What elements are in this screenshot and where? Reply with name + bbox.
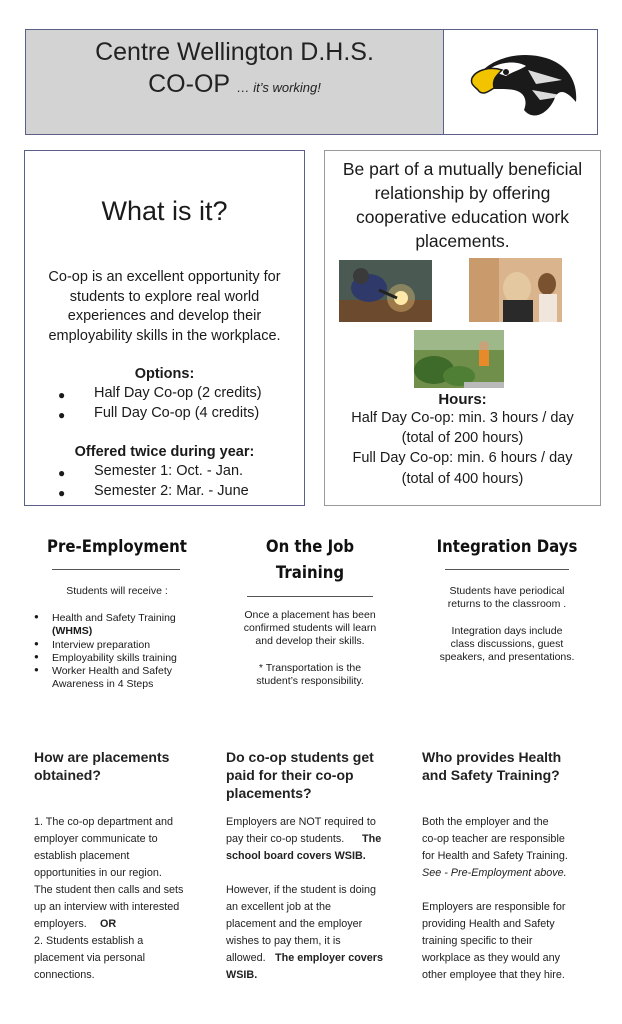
faq-answer-line: for Health and Safety Training. <box>422 850 568 862</box>
integration-text: class discussions, guest <box>450 638 564 650</box>
faq-answer-emphasis: WSIB. <box>226 969 258 981</box>
welding-photo <box>339 260 432 322</box>
divider <box>247 596 373 597</box>
eagle-logo-icon <box>466 40 586 125</box>
bullet-icon: ● <box>34 612 39 621</box>
hours-line: Full Day Co-op: min. 6 hours / day <box>352 450 573 466</box>
on-the-job-text: and develop their skills. <box>255 635 365 647</box>
faq-question: paid for their co-op <box>226 767 354 783</box>
what-description: Co-op is an excellent opportunity for students to explore real world experiences and develop their employability skills in the workplace. <box>48 269 281 344</box>
pre-employment-item: Interview preparation <box>52 639 151 651</box>
pre-employment-item: Health and Safety Training <box>52 612 176 624</box>
option-item: Half Day Co-op (2 credits) <box>94 385 262 401</box>
faq-answer-line: wishes to pay them, it is <box>226 935 341 947</box>
faq-question: and Safety Training? <box>422 767 560 783</box>
program-title <box>26 70 443 99</box>
on-the-job-text: Once a placement has been <box>244 609 376 621</box>
pre-employment-item: Awareness in 4 Steps <box>52 678 154 690</box>
faq-question: How are placements <box>34 749 170 765</box>
faq-answer-line: pay their co-op students. <box>226 833 345 845</box>
school-title: Centre Wellington D.H.S. <box>95 38 374 66</box>
faq-answer-line: connections. <box>34 969 95 981</box>
faq-answer-line: an excellent job at the <box>226 901 332 913</box>
header-banner <box>25 29 598 135</box>
transportation-note: student’s responsibility. <box>256 675 364 687</box>
what-title: What is it? <box>101 196 228 226</box>
program-name: CO-OP <box>148 70 230 98</box>
faq-answer-line: allowed. <box>226 952 266 964</box>
faq-answer-line: However, if the student is doing <box>226 884 377 896</box>
on-the-job-heading-line2: Training <box>275 563 345 583</box>
faq-answer-emphasis: The employer covers <box>275 952 384 964</box>
integration-text: returns to the classroom . <box>447 598 567 610</box>
faq-answer-line: providing Health and Safety <box>422 918 555 930</box>
bullet-icon: ● <box>34 652 39 661</box>
offered-title: Offered twice during year: <box>74 444 255 460</box>
faq-answer-emphasis: school board covers WSIB. <box>226 850 366 862</box>
faq-question: placements? <box>226 785 312 801</box>
faq-answer-line: 2. Students establish a <box>34 935 144 947</box>
faq-answer-line: Employers are NOT required to <box>226 816 376 828</box>
faq-answer-line: The student then calls and sets <box>34 884 184 896</box>
faq-question: Do co-op students get <box>226 749 374 765</box>
hours-title: Hours: <box>438 391 487 408</box>
faq-answer-line: training specific to their <box>422 935 533 947</box>
faq-answer-line: Employers are responsible for <box>422 901 566 913</box>
faq-answer-line: employers. <box>34 918 87 930</box>
faq-answer-emphasis: The <box>362 833 382 845</box>
faq-question: Who provides Health <box>422 749 562 765</box>
pre-employment-heading: Pre-Employment <box>47 537 187 557</box>
hours-line: Half Day Co-op: min. 3 hours / day <box>351 410 574 426</box>
faq-answer-line: placement and the employer <box>226 918 363 930</box>
bullet-icon: ● <box>58 408 66 422</box>
tagline: … it’s working! <box>236 80 321 95</box>
pre-employment-item: (WHMS) <box>52 625 93 637</box>
integration-days-heading: Integration Days <box>436 537 578 557</box>
on-the-job-heading-line1: On the Job <box>265 537 355 557</box>
salon-photo <box>469 258 562 322</box>
integration-text: speakers, and presentations. <box>439 651 575 663</box>
pre-employment-item: Employability skills training <box>52 652 177 664</box>
faq-answer-emphasis: OR <box>100 918 117 930</box>
hours-line: (total of 200 hours) <box>401 430 524 446</box>
integration-text: Students have periodical <box>449 585 565 597</box>
faq-answer-line: workplace as they would any <box>422 952 561 964</box>
options-title: Options: <box>134 366 195 382</box>
bullet-icon: ● <box>58 466 66 480</box>
pre-employment-item: Worker Health and Safety <box>52 665 173 677</box>
transportation-note: * Transportation is the <box>258 662 362 674</box>
faq-answer-reference: See - Pre-Employment above. <box>422 867 567 879</box>
faq-answer-line: up an interview with interested <box>34 901 180 913</box>
faq-question: obtained? <box>34 767 101 783</box>
pre-employment-intro: Students will receive : <box>66 585 168 597</box>
faq-answer-line: opportunities in our region. <box>34 867 162 879</box>
faq-answer-line: employer communicate to <box>34 833 158 845</box>
faq-answer-line: co-op teacher are responsible <box>422 833 565 845</box>
bullet-icon: ● <box>34 639 39 648</box>
on-the-job-text: confirmed students will learn <box>243 622 377 634</box>
option-item: Full Day Co-op (4 credits) <box>94 405 260 421</box>
landscaping-photo <box>414 330 504 388</box>
bullet-icon: ● <box>34 665 39 674</box>
faq-answer-line: placement via personal <box>34 952 146 964</box>
faq-answer-line: other employee that they hire. <box>422 969 565 981</box>
faq-answer-line: 1. The co-op department and <box>34 816 174 828</box>
bullet-icon: ● <box>58 388 66 402</box>
header-title-panel <box>26 30 444 134</box>
faq-answer-line: Both the employer and the <box>422 816 549 828</box>
hours-line: (total of 400 hours) <box>401 471 524 487</box>
divider <box>52 569 180 570</box>
bullet-icon: ● <box>58 486 66 500</box>
faq-answer-line: establish placement <box>34 850 130 862</box>
divider <box>445 569 569 570</box>
semester-item: Semester 2: Mar. - June <box>94 483 249 499</box>
semester-item: Semester 1: Oct. - Jan. <box>94 463 244 479</box>
benefit-text: Be part of a mutually beneficial relationship by offering cooperative education work placements. <box>342 159 583 251</box>
integration-text: Integration days include <box>451 625 563 637</box>
